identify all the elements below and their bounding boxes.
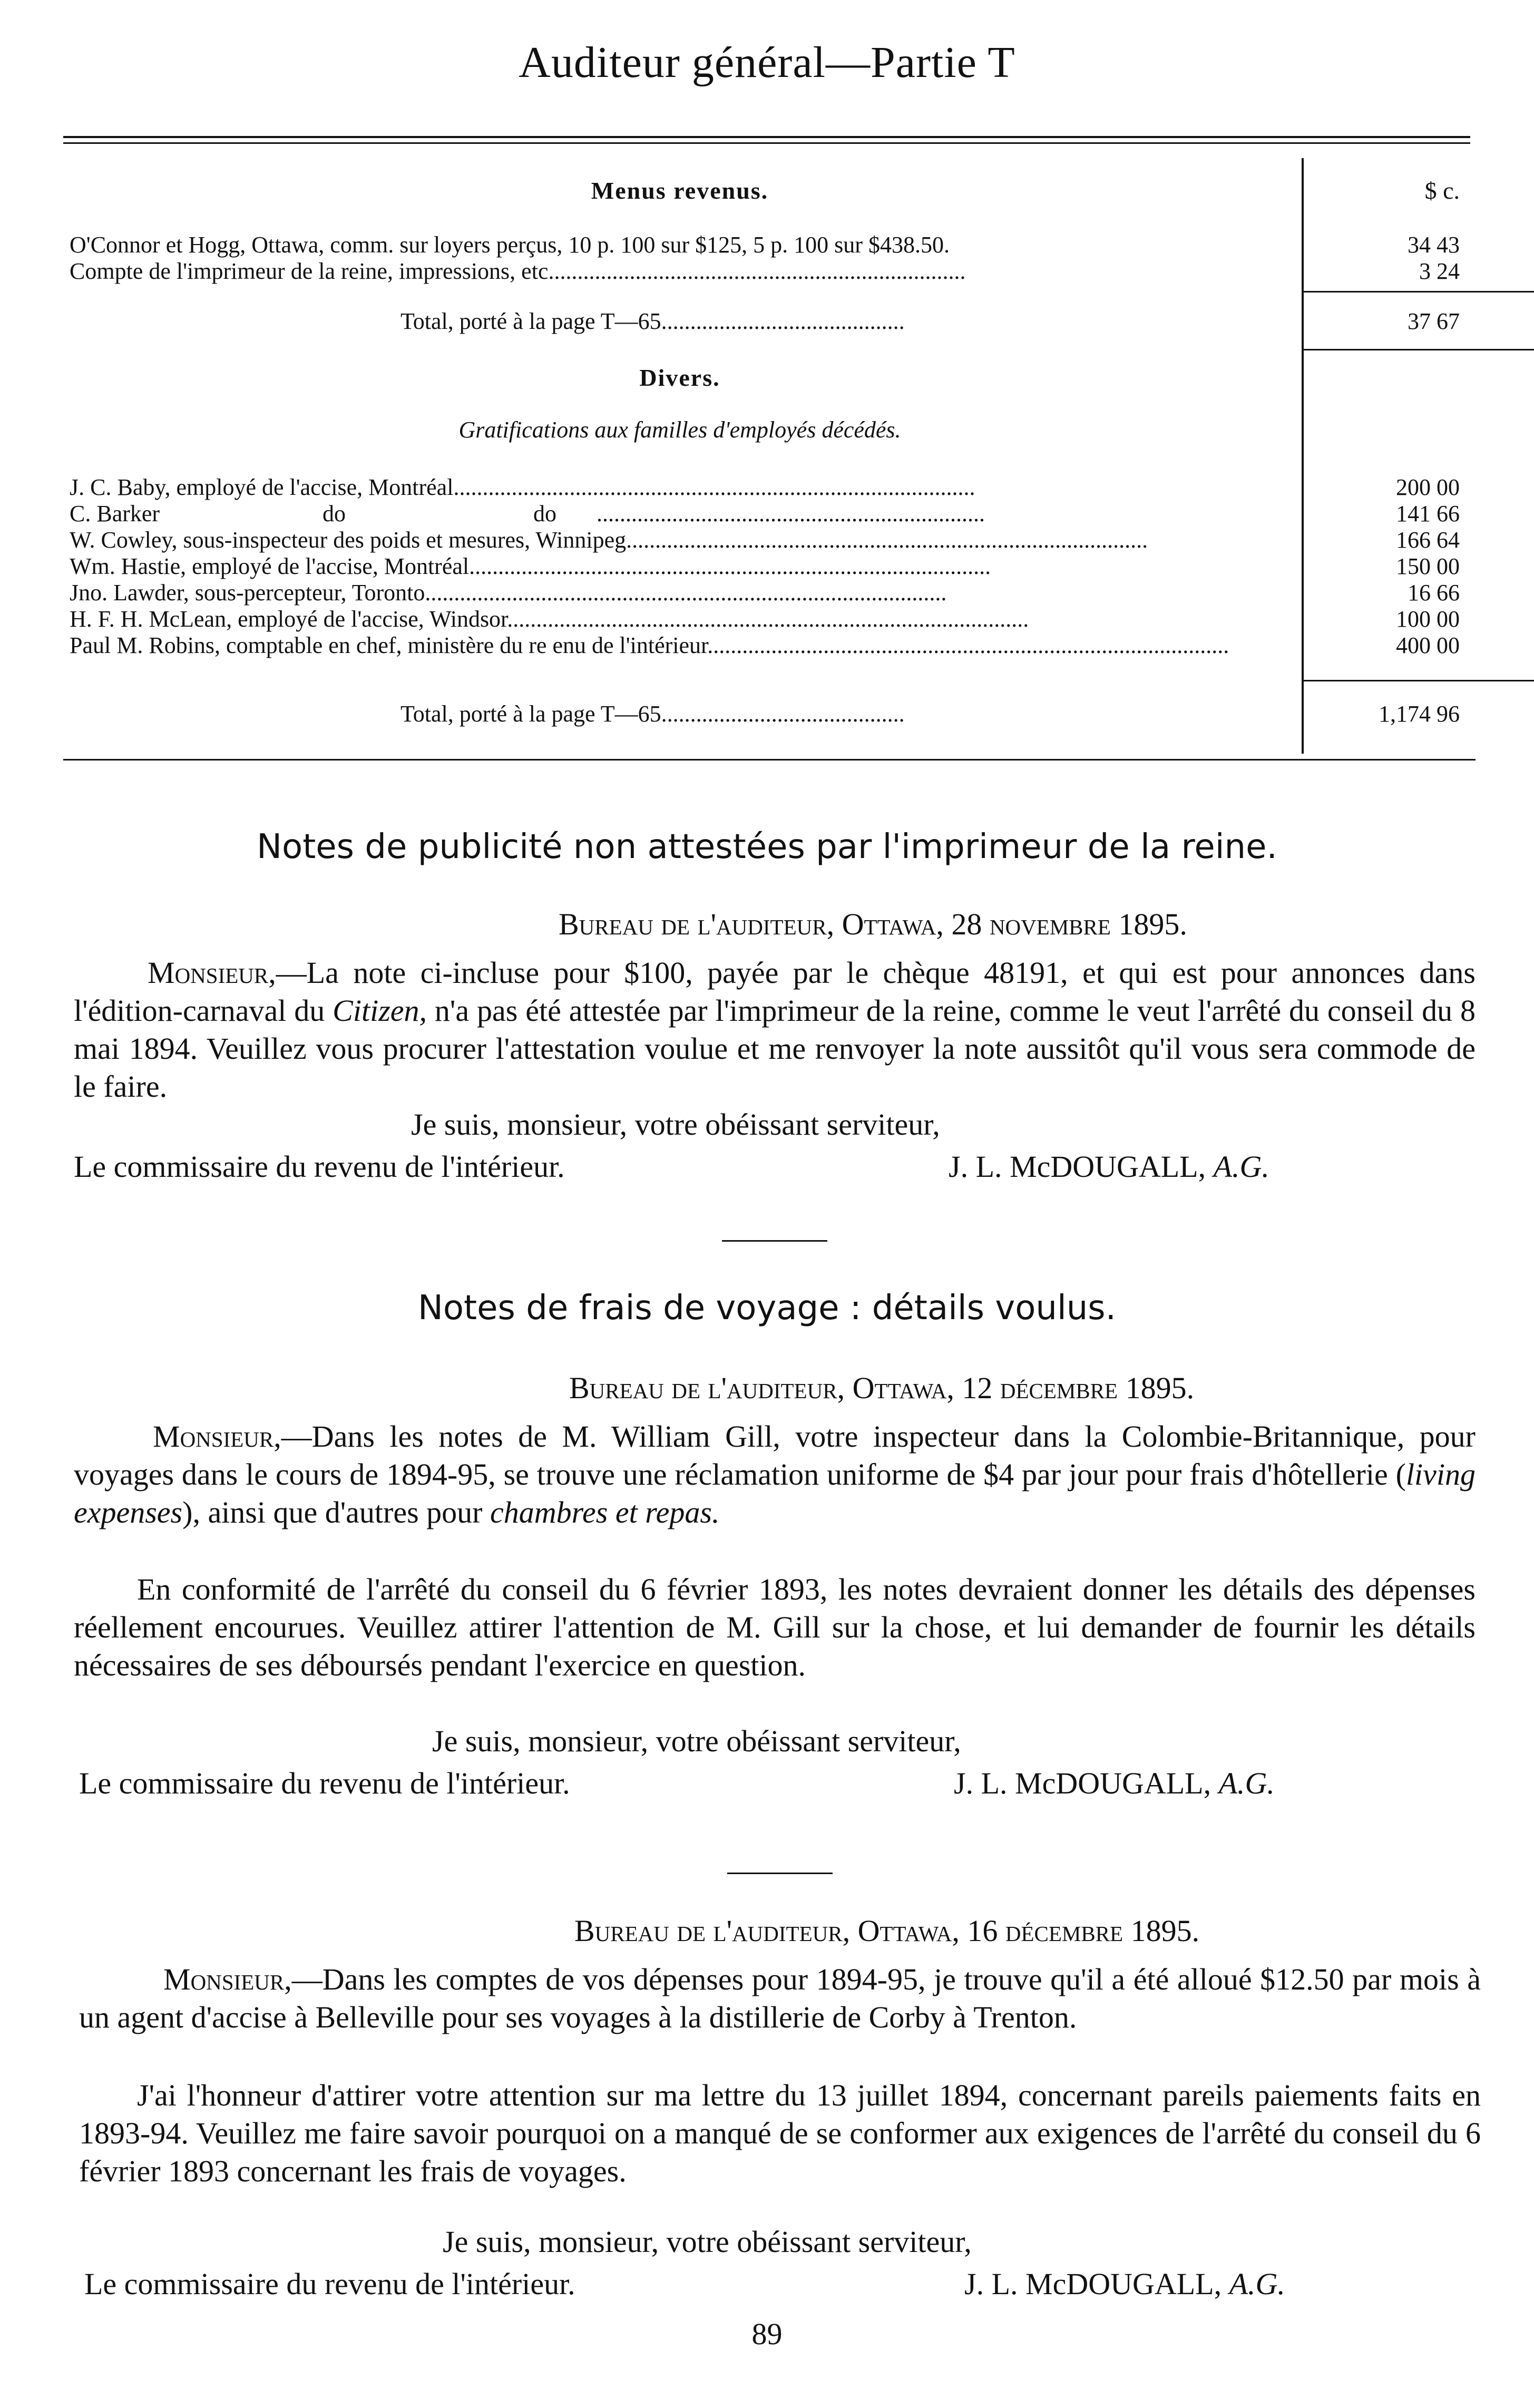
table-row (63, 553, 1465, 580)
note2-body: Monsieur,—Dans les notes de M. William Gill, votre inspecteur dans la Colombie-Britannique, pour voyages dans le cours de 1894-95, se trouve une réclamation uniforme de $4 par jour pour frais d'hôtellerie (living expenses), ainsi que d'autres pour chambres et repas. (74, 1419, 1476, 1529)
ledger-table (63, 158, 1465, 764)
note3-body: Monsieur,—Dans les comptes de vos dépenses pour 1894-95, je trouve qu'il a été alloué $12.50 par mois à un agent d'accise à Belleville pour ses voyages à la distillerie de Corby à Trenton. (79, 1962, 1481, 2034)
row-amount: 141 66 (1396, 501, 1460, 527)
table-row (63, 501, 1465, 527)
row-amount: 400 00 (1396, 632, 1460, 658)
row-amount: 3 24 (1419, 258, 1460, 284)
note3-addressee: Le commissaire du revenu de l'intérieur. (84, 2267, 575, 2301)
row-amount: 100 00 (1396, 606, 1460, 632)
subtotal-rule (1304, 680, 1534, 681)
note1-title: Notes de publicité non attestées par l'imprimeur de la reine. (257, 827, 1277, 866)
row-amount: 200 00 (1396, 474, 1460, 500)
row-description: Jno. Lawder, sous-percepteur, Toronto.......................................................................................... (70, 580, 947, 606)
note2-addressee: Le commissaire du revenu de l'intérieur. (79, 1766, 570, 1800)
total-amount: 37 67 (1408, 308, 1460, 334)
row-description: O'Connor et Hogg, Ottawa, comm. sur loyers perçus, 10 p. 100 sur $125, 5 p. 100 sur $438.50. (70, 232, 950, 258)
note2-office-line: Bureau de l'auditeur, Ottawa, 12 décembre 1895. (569, 1371, 1195, 1405)
row-description: C. Barker do do ................................................................... (70, 501, 985, 527)
table-row (63, 474, 1465, 501)
note3-signature: J. L. McDOUGALL, A.G. (964, 2267, 1285, 2301)
row-description: Wm. Hastie, employé de l'accise, Montréal.......................................................................................... (70, 553, 991, 579)
table-row (63, 232, 1465, 258)
note3-closing: Je suis, monsieur, votre obéissant serviteur, (443, 2225, 972, 2259)
table-row (63, 580, 1465, 606)
row-amount: 34 43 (1408, 232, 1460, 258)
table-row (63, 606, 1465, 632)
note1-body: Monsieur,—La note ci-incluse pour $100, payée par le chèque 48191, et qui est pour annonces dans l'édition-carnaval du Citizen, n'a pas été attestée par l'imprimeur de la reine, comme le veut l'arrêté du conseil du 8 mai 1894. Veuillez vous procurer l'attestation voulue et me renvoyer la note aussitôt qu'il vous sera commode de le faire. (74, 956, 1476, 1104)
note1-addressee: Le commissaire du revenu de l'intérieur. (74, 1149, 565, 1184)
leader-dots: ........................................................................ (548, 258, 966, 284)
section-subheading: Gratifications aux familles d'employés décédés. (458, 417, 901, 443)
subtotal-rule (1304, 291, 1534, 293)
row-description: Paul M. Robins, comptable en chef, ministère du re enu de l'intérieur.......................................................................................... (70, 632, 1229, 658)
row-description: W. Cowley, sous-inspecteur des poids et mesures, Winnipeg.......................................................................................... (70, 527, 1148, 553)
section-heading-divers: Divers. (639, 364, 720, 391)
note1-closing: Je suis, monsieur, votre obéissant serviteur, (411, 1107, 940, 1142)
note3-body-2: J'ai l'honneur d'attirer votre attention sur ma lettre du 13 juillet 1894, concernant pareils paiements faits en 1893-94. Veuillez me faire savoir pourquoi on a manqué de se conformer aux exigences de l'arrêté du conseil du 6 février 1893 concernant les frais de voyages. (79, 2078, 1481, 2188)
table-row (63, 632, 1465, 659)
row-amount: 166 64 (1396, 527, 1460, 553)
table-row (63, 527, 1465, 553)
note2-signature: J. L. McDOUGALL, A.G. (954, 1766, 1275, 1800)
total-label: Total, porté à la page T—65.......................................... (400, 308, 905, 334)
note3-office-line: Bureau de l'auditeur, Ottawa, 16 décembre 1895. (574, 1914, 1200, 1948)
row-description: Compte de l'imprimeur de la reine, impressions, etc........................................................................ (70, 258, 966, 284)
total-amount: 1,174 96 (1379, 701, 1460, 727)
row-amount: 16 66 (1408, 580, 1460, 606)
total-label: Total, porté à la page T—65.......................................... (400, 701, 905, 727)
header-rule-bottom (63, 142, 1470, 144)
note2-title: Notes de frais de voyage : détails voulus. (418, 1289, 1116, 1328)
page-number: 89 (751, 2317, 783, 2351)
table-bottom-rule (63, 759, 1476, 761)
page-header-title: Auditeur général—Partie T (519, 38, 1015, 87)
row-description: H. F. H. McLean, employé de l'accise, Windsor.......................................................................................... (70, 606, 1029, 632)
subtotal-rule (1304, 349, 1534, 350)
total-row (63, 701, 1465, 727)
note2-closing: Je suis, monsieur, votre obéissant serviteur, (432, 1724, 961, 1758)
row-amount: 150 00 (1396, 553, 1460, 579)
currency-header: $ c. (1424, 177, 1460, 204)
section-separator (727, 1873, 833, 1874)
section-heading-menus: Menus revenus. (591, 177, 769, 204)
row-description: J. C. Baby, employé de l'accise, Montréal.......................................................................................... (70, 474, 975, 500)
note1-signature: J. L. McDOUGALL, A.G. (949, 1149, 1269, 1184)
table-row (63, 258, 1465, 285)
note1-office-line: Bureau de l'auditeur, Ottawa, 28 novembre 1895. (559, 907, 1187, 941)
section-separator (722, 1240, 827, 1242)
note2-body-2: En conformité de l'arrêté du conseil du 6 février 1893, les notes devraient donner les détails des dépenses réellement encourues. Veuillez attirer l'attention de M. Gill sur la chose, et lui demander de fournir les détails nécessaires de ses déboursés pendant l'exercice en question. (74, 1572, 1476, 1682)
total-row (63, 308, 1465, 335)
header-rule-top (63, 136, 1470, 138)
